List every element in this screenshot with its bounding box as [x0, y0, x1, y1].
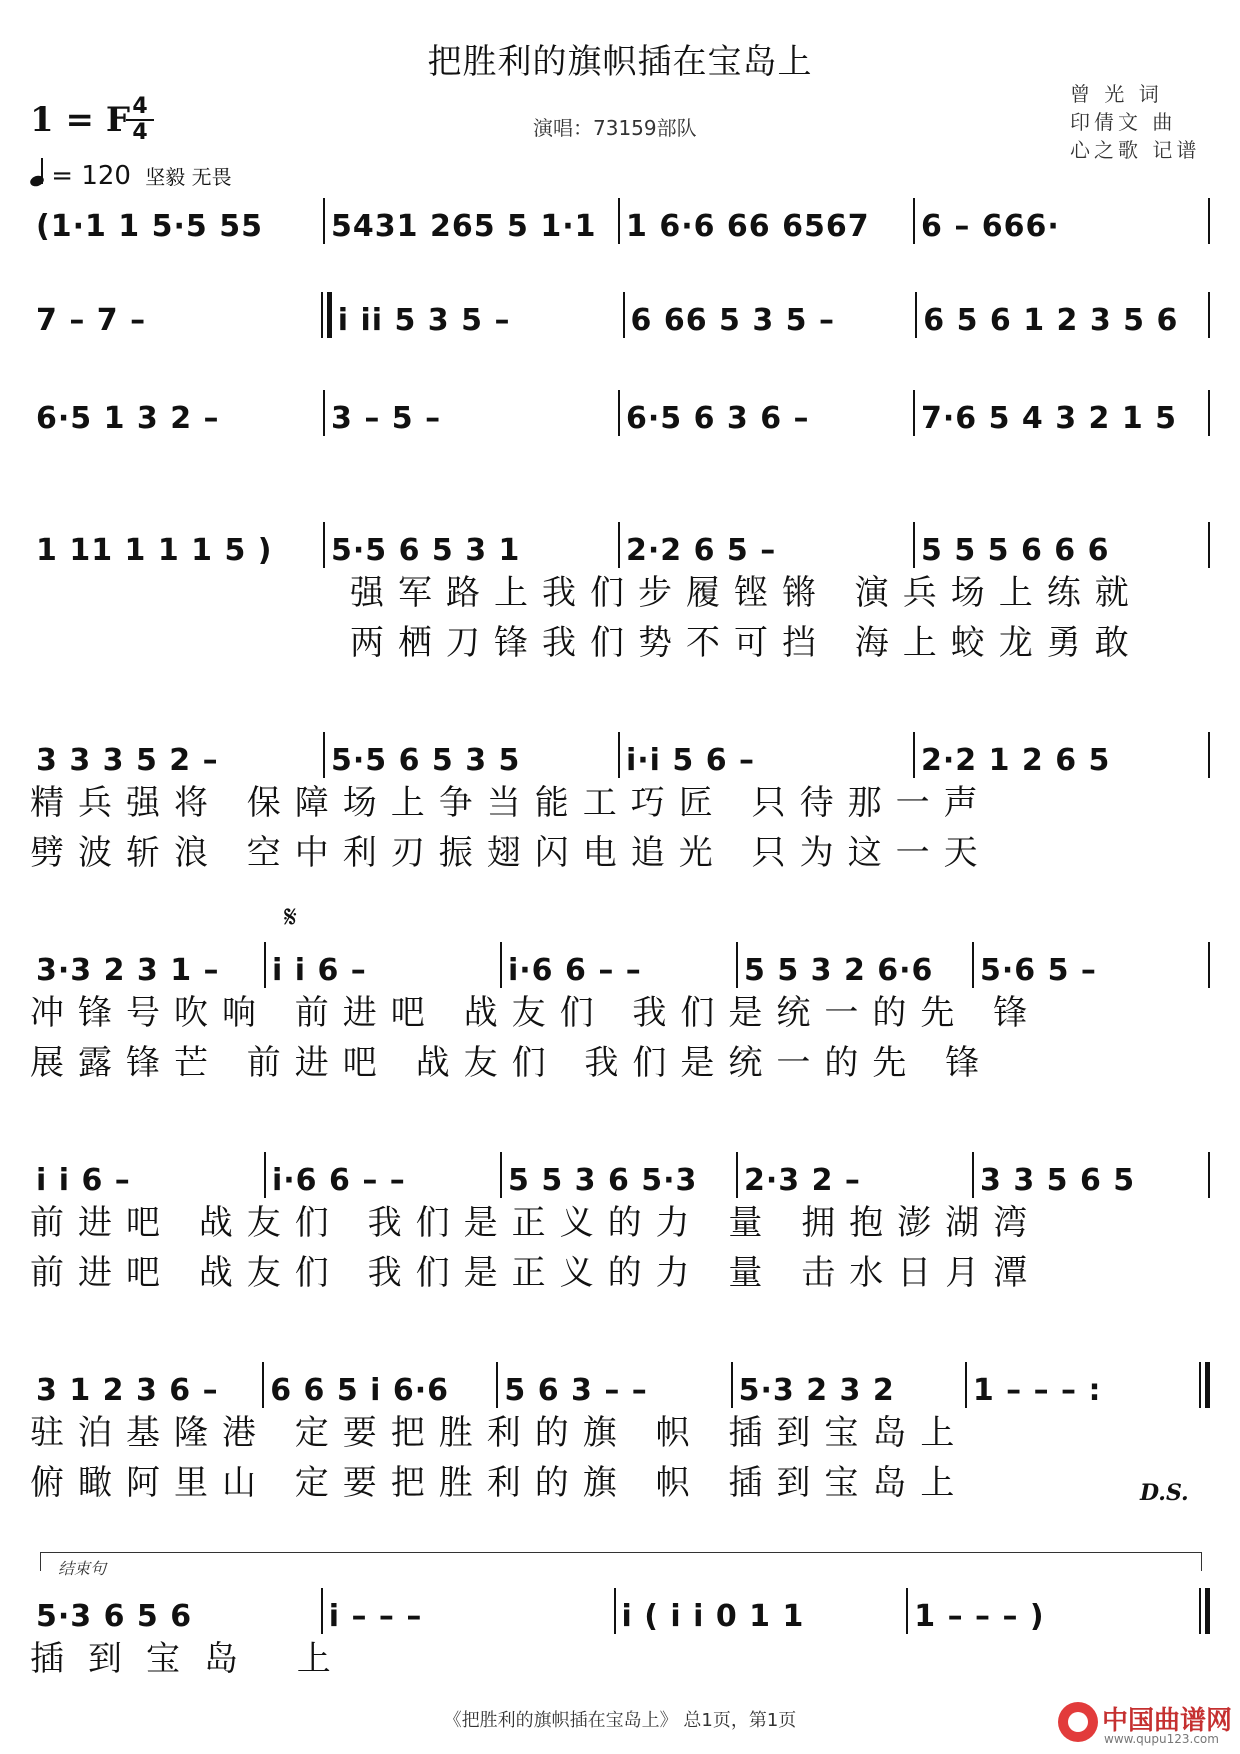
measure: 3 3 3 5 2 –	[36, 743, 219, 778]
measure: i – – –	[328, 1599, 423, 1634]
measure: 5 5 3 6 5·3	[508, 1163, 698, 1198]
measure: 3 1 2 3 6 –	[36, 1373, 219, 1408]
notation-row	[30, 1588, 1210, 1634]
measure: 6 6 5 i 6·6	[270, 1373, 450, 1408]
ending-label: 结束句	[58, 1559, 107, 1578]
tempo-marking	[30, 158, 232, 191]
logo-mark-icon	[1058, 1702, 1098, 1742]
lyric-verse-1: 冲锋号吹响 前进吧 战友们 我们是统一的先 锋	[30, 993, 1042, 1033]
lyric-ending: 插到宝岛 上	[30, 1639, 355, 1679]
lyric-verse-2: 俯瞰阿里山 定要把胜利的旗 帜 插到宝岛上	[30, 1463, 969, 1503]
notation-row	[30, 1152, 1210, 1198]
tempo-value: = 120	[51, 161, 131, 191]
singer-credit: 演唱：73159部队	[533, 116, 697, 140]
segno-mark: 𝄋	[284, 900, 297, 935]
measure: 2·2 1 2 6 5	[921, 743, 1111, 778]
page-footer: 《把胜利的旗帜插在宝岛上》 总1页，第1页	[443, 1710, 797, 1731]
measure: i·i 5 6 –	[626, 743, 756, 778]
lyric-verse-2: 两栖刀锋我们势不可挡 海上蛟龙勇敢	[350, 623, 1143, 663]
mood-marking: 坚毅 无畏	[145, 165, 232, 189]
measure: 3 3 5 6 5	[980, 1163, 1136, 1198]
measure: 5 6 3 – –	[504, 1373, 648, 1408]
measure: 2·2 6 5 –	[626, 533, 777, 568]
measure: i·6 6 – –	[272, 1163, 406, 1198]
ending-bracket	[40, 1552, 1202, 1571]
measure: 6 – 666·	[921, 209, 1060, 244]
measure: 6 5 6 1 2 3 5 6	[923, 303, 1179, 338]
measure: i i 6 –	[272, 953, 367, 988]
lyric-verse-1: 前进吧 战友们 我们是正义的力 量 拥抱澎湖湾	[30, 1203, 1042, 1243]
score-system-9	[30, 1588, 1210, 1684]
measure: 5·5 6 5 3 1	[331, 533, 521, 568]
score-title: 把胜利的旗帜插在宝岛上	[427, 42, 813, 82]
score-system-5	[30, 732, 1210, 878]
logo-url: www.qupu123.com	[1104, 1732, 1219, 1746]
measure: 1 – – – )	[914, 1599, 1045, 1634]
measure: 3 – 5 –	[331, 401, 442, 436]
lyric-verse-1: 驻泊基隆港 定要把胜利的旗 帜 插到宝岛上	[30, 1413, 969, 1453]
lyric-verse-2: 前进吧 战友们 我们是正义的力 量 击水日月潭	[30, 1253, 1042, 1293]
lyric-verse-2: 展露锋芒 前进吧 战友们 我们是统一的先 锋	[30, 1043, 994, 1083]
composer-credit: 印倩文 曲	[1070, 110, 1177, 134]
measure: 1 11 1 1 1 5 )	[36, 533, 273, 568]
lyric-verse-1: 强军路上我们步履铿锵 演兵场上练就	[350, 573, 1143, 613]
notation-row	[30, 522, 1210, 568]
measure: 1 6·6 66 6567	[626, 209, 870, 244]
measure: 2·3 2 –	[744, 1163, 861, 1198]
barline	[1208, 390, 1210, 436]
notation-row	[30, 732, 1210, 778]
measure: 7 – 7 –	[36, 303, 147, 338]
lyricist-credit: 曾 光 词	[1070, 82, 1163, 106]
lyric-verse-1: 精兵强将 保障场上争当能工巧匠 只待那一声	[30, 783, 992, 823]
barline	[1208, 292, 1210, 338]
key-signature: 1 = F	[30, 100, 130, 140]
notation-row	[30, 390, 1210, 436]
measure: 5·5 6 5 3 5	[331, 743, 521, 778]
notation-row	[30, 1362, 1210, 1408]
score-system-7	[30, 1152, 1210, 1298]
time-denominator: 4	[132, 120, 148, 145]
quarter-note-icon	[29, 174, 46, 188]
site-logo[interactable]	[1058, 1700, 1234, 1748]
lyric-verse-2: 劈波斩浪 空中利刃振翅闪电追光 只为这一天	[30, 833, 992, 873]
measure: 5·6 5 –	[980, 953, 1097, 988]
time-numerator: 4	[132, 94, 148, 119]
dal-segno-mark: D.S.	[1140, 1480, 1189, 1506]
barline	[1208, 942, 1210, 988]
score-system-1	[30, 198, 1210, 244]
measure: 3·3 2 3 1 –	[36, 953, 220, 988]
notation-row	[30, 198, 1210, 244]
barline	[1208, 198, 1210, 244]
credits-block	[1070, 80, 1200, 164]
measure: 6 66 5 3 5 –	[630, 303, 835, 338]
final-barline	[1199, 1588, 1210, 1634]
time-signature	[126, 96, 154, 144]
score-system-8	[30, 1362, 1210, 1508]
measure: (1·1 1 5·5 55	[36, 209, 263, 244]
score-system-3	[30, 390, 1210, 436]
score-system-2	[30, 292, 1210, 338]
transcriber-credit: 心之歌 记谱	[1070, 138, 1201, 162]
measure: i i 6 –	[36, 1163, 131, 1198]
measure: 5431 265 5 1·1	[331, 209, 597, 244]
score-system-6	[30, 942, 1210, 1088]
repeat-start-barline	[321, 292, 332, 338]
notation-row	[30, 942, 1210, 988]
measure: i ( i i 0 1 1	[621, 1599, 805, 1634]
measure: 5·3 2 3 2	[738, 1373, 895, 1408]
score-system-4	[30, 522, 1210, 668]
measure: 1 – – – :	[972, 1373, 1102, 1408]
logo-name: 中国曲谱网	[1102, 1706, 1233, 1736]
barline	[1208, 732, 1210, 778]
repeat-end-barline	[1199, 1362, 1210, 1408]
measure: 6·5 6 3 6 –	[626, 401, 810, 436]
measure: 6·5 1 3 2 –	[36, 401, 220, 436]
barline	[1208, 1152, 1210, 1198]
measure: 7·6 5 4 3 2 1 5	[921, 401, 1178, 436]
measure: i ii 5 3 5 –	[337, 303, 511, 338]
barline	[1208, 522, 1210, 568]
measure: i·6 6 – –	[508, 953, 642, 988]
measure: 5·3 6 5 6	[36, 1599, 193, 1634]
notation-row	[30, 292, 1210, 338]
measure: 5 5 5 6 6 6	[921, 533, 1110, 568]
measure: 5 5 3 2 6·6	[744, 953, 934, 988]
